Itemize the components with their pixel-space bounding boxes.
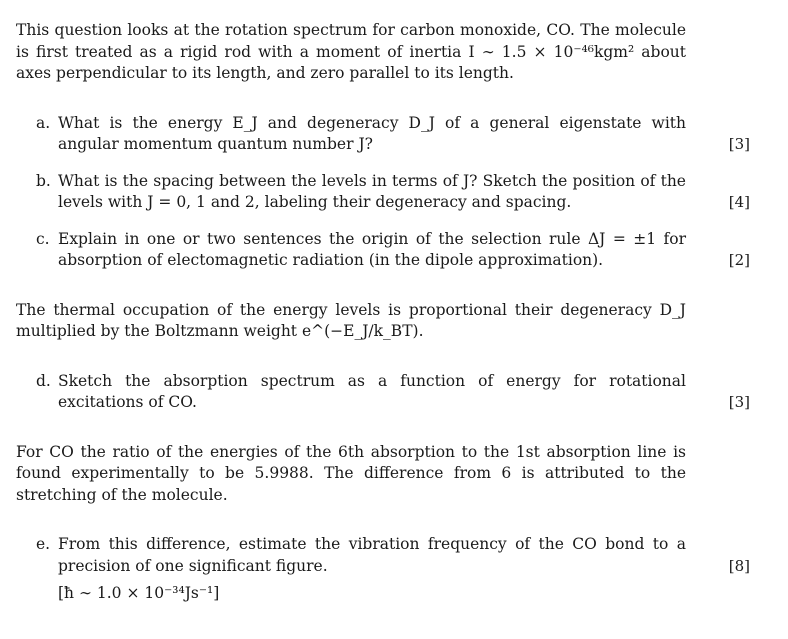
question-b	[36, 171, 750, 214]
question-d-label: d.	[36, 371, 51, 390]
question-e-hint: [ħ ∼ 1.0 × 10⁻³⁴Js⁻¹]	[58, 584, 220, 602]
question-d-marks: [3]	[728, 393, 750, 411]
question-e-marks: [8]	[728, 557, 750, 575]
question-b-label: b.	[36, 171, 51, 190]
question-b-marks: [4]	[728, 193, 750, 211]
question-a-marks: [3]	[728, 135, 750, 153]
question-c-text: Explain in one or two sentences the origin of the selection rule ΔJ = ±1 for absorption of electomagnetic radiation (in the dipole approximation).	[58, 229, 686, 269]
question-c-marks: [2]	[728, 251, 750, 269]
question-c	[36, 229, 750, 272]
question-e	[36, 534, 750, 605]
question-e-text: From this difference, estimate the vibration frequency of the CO bond to a precision of one significant figure.	[58, 535, 686, 575]
intro-paragraph: This question looks at the rotation spectrum for carbon monoxide, CO. The molecule is first treated as a rigid rod with a moment of inertia I ∼ 1.5 × 10⁻⁴⁶kgm² about axes perpendicular to its length, and zero parallel to its length.	[16, 21, 686, 82]
question-a-label: a.	[36, 113, 51, 132]
ratio-paragraph: For CO the ratio of the energies of the 6th absorption to the 1st absorption line is found experimentally to be 5.9988. The difference from 6 is attributed to the stretching of the molecule.	[16, 442, 686, 504]
question-a-text: What is the energy E_J and degeneracy D_J of a general eigenstate with angular momentum quantum number J?	[58, 113, 686, 153]
thermal-paragraph: The thermal occupation of the energy levels is proportional their degeneracy D_J multiplied by the Boltzmann weight e^(−E_J/k_BT).	[16, 300, 686, 340]
question-a	[36, 113, 750, 156]
question-d-text: Sketch the absorption spectrum as a function of energy for rotational excitations of CO.	[58, 371, 686, 411]
question-d	[36, 371, 750, 414]
question-e-label: e.	[36, 535, 51, 553]
question-c-label: c.	[36, 229, 50, 248]
question-b-text: What is the spacing between the levels in terms of J? Sketch the position of the levels with J = 0, 1 and 2, labeling their degeneracy and spacing.	[58, 171, 686, 211]
exam-page	[16, 20, 750, 620]
